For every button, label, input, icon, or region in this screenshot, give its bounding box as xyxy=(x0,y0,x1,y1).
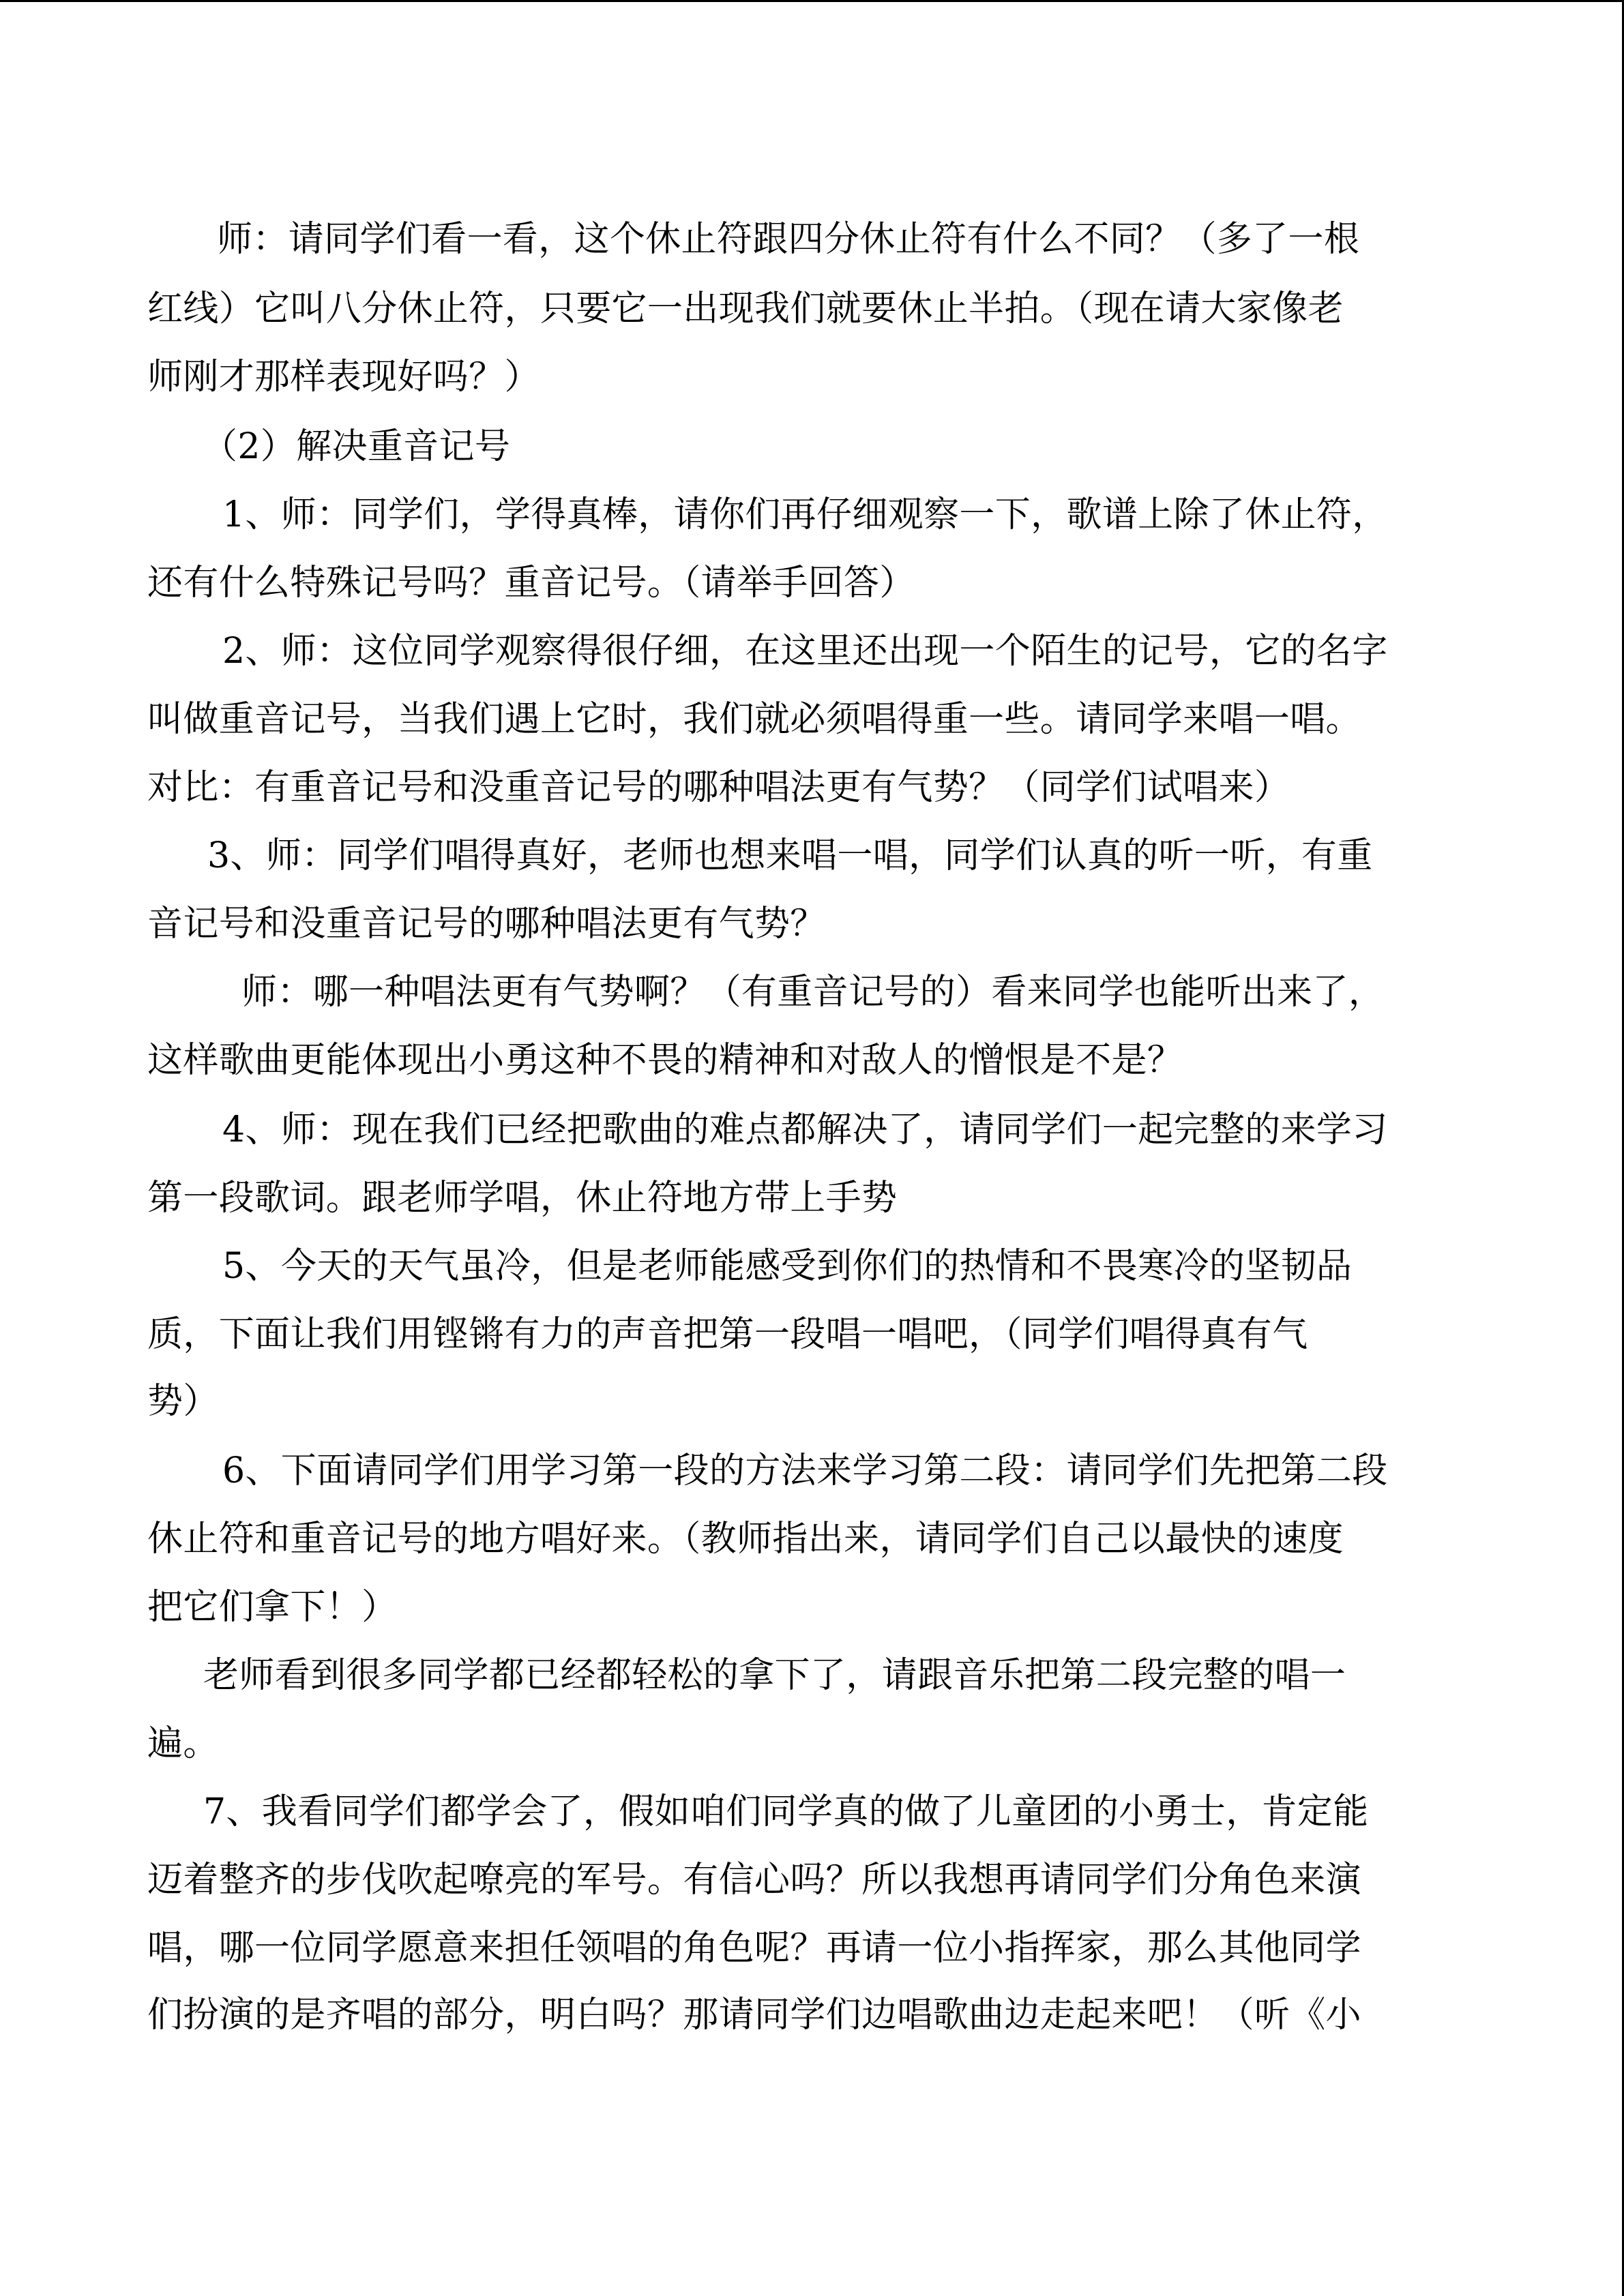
text-line: 质，下面让我们用铿锵有力的声音把第一段唱一唱吧，（同学们唱得真有气 xyxy=(147,1314,1308,1355)
text-line: 还有什么特殊记号吗？重音记号。（请举手回答） xyxy=(147,563,915,603)
text-line: 师：请同学们看一看，这个休止符跟四分休止符有什么不同？（多了一根 xyxy=(217,219,1360,260)
text-line: 师：哪一种唱法更有气势啊？（有重音记号的）看来同学也能听出来了， xyxy=(241,972,1385,1013)
text-line: 第一段歌词。跟老师学唱，休止符地方带上手势 xyxy=(147,1178,898,1219)
text-line: 遍。 xyxy=(147,1723,219,1764)
text-line: 音记号和没重音记号的哪种唱法更有气势？ xyxy=(147,904,826,944)
text-line: 叫做重音记号，当我们遇上它时，我们就必须唱得重一些。请同学来唱一唱。 xyxy=(147,699,1361,740)
text-line: 唱，哪一位同学愿意来担任领唱的角色呢？再请一位小指挥家，那么其他同学 xyxy=(147,1928,1361,1969)
text-line: （2）解决重音记号 xyxy=(202,426,511,467)
text-line: 1、师：同学们，学得真棒，请你们再仔细观察一下，歌谱上除了休止符， xyxy=(222,494,1388,535)
text-line: 势） xyxy=(147,1381,219,1422)
text-line: 师刚才那样表现好吗？） xyxy=(147,357,540,398)
text-line: 4、师：现在我们已经把歌曲的难点都解决了，请同学们一起完整的来学习 xyxy=(222,1109,1388,1150)
text-line: 对比：有重音记号和没重音记号的哪种唱法更有气势？（同学们试唱来） xyxy=(147,767,1290,808)
text-line: 6、下面请同学们用学习第一段的方法来学习第二段：请同学们先把第二段 xyxy=(222,1450,1388,1491)
text-line: 7、我看同学们都学会了，假如咱们同学真的做了儿童团的小勇士，肯定能 xyxy=(203,1791,1369,1832)
text-line: 把它们拿下！） xyxy=(147,1587,398,1628)
text-line: 红线）它叫八分休止符，只要它一出现我们就要休止半拍。（现在请大家像老 xyxy=(147,288,1344,329)
text-line: 2、师：这位同学观察得很仔细，在这里还出现一个陌生的记号，它的名字 xyxy=(222,631,1388,672)
text-line: 们扮演的是齐唱的部分，明白吗？那请同学们边唱歌曲边走起来吧！（听《小 xyxy=(147,1995,1361,2036)
text-line: 迈着整齐的步伐吹起嘹亮的军号。有信心吗？所以我想再请同学们分角色来演 xyxy=(147,1860,1361,1900)
text-line: 5、今天的天气虽冷，但是老师能感受到你们的热情和不畏寒冷的坚韧品 xyxy=(222,1246,1353,1287)
text-line: 老师看到很多同学都已经都轻松的拿下了，请跟音乐把第二段完整的唱一 xyxy=(203,1655,1346,1696)
text-line: 3、师：同学们唱得真好，老师也想来唱一唱，同学们认真的听一听，有重 xyxy=(207,835,1373,876)
text-line: 这样歌曲更能体现出小勇这种不畏的精神和对敌人的憎恨是不是？ xyxy=(147,1040,1183,1081)
text-line: 休止符和重音记号的地方唱好来。（教师指出来，请同学们自己以最快的速度 xyxy=(147,1519,1344,1560)
